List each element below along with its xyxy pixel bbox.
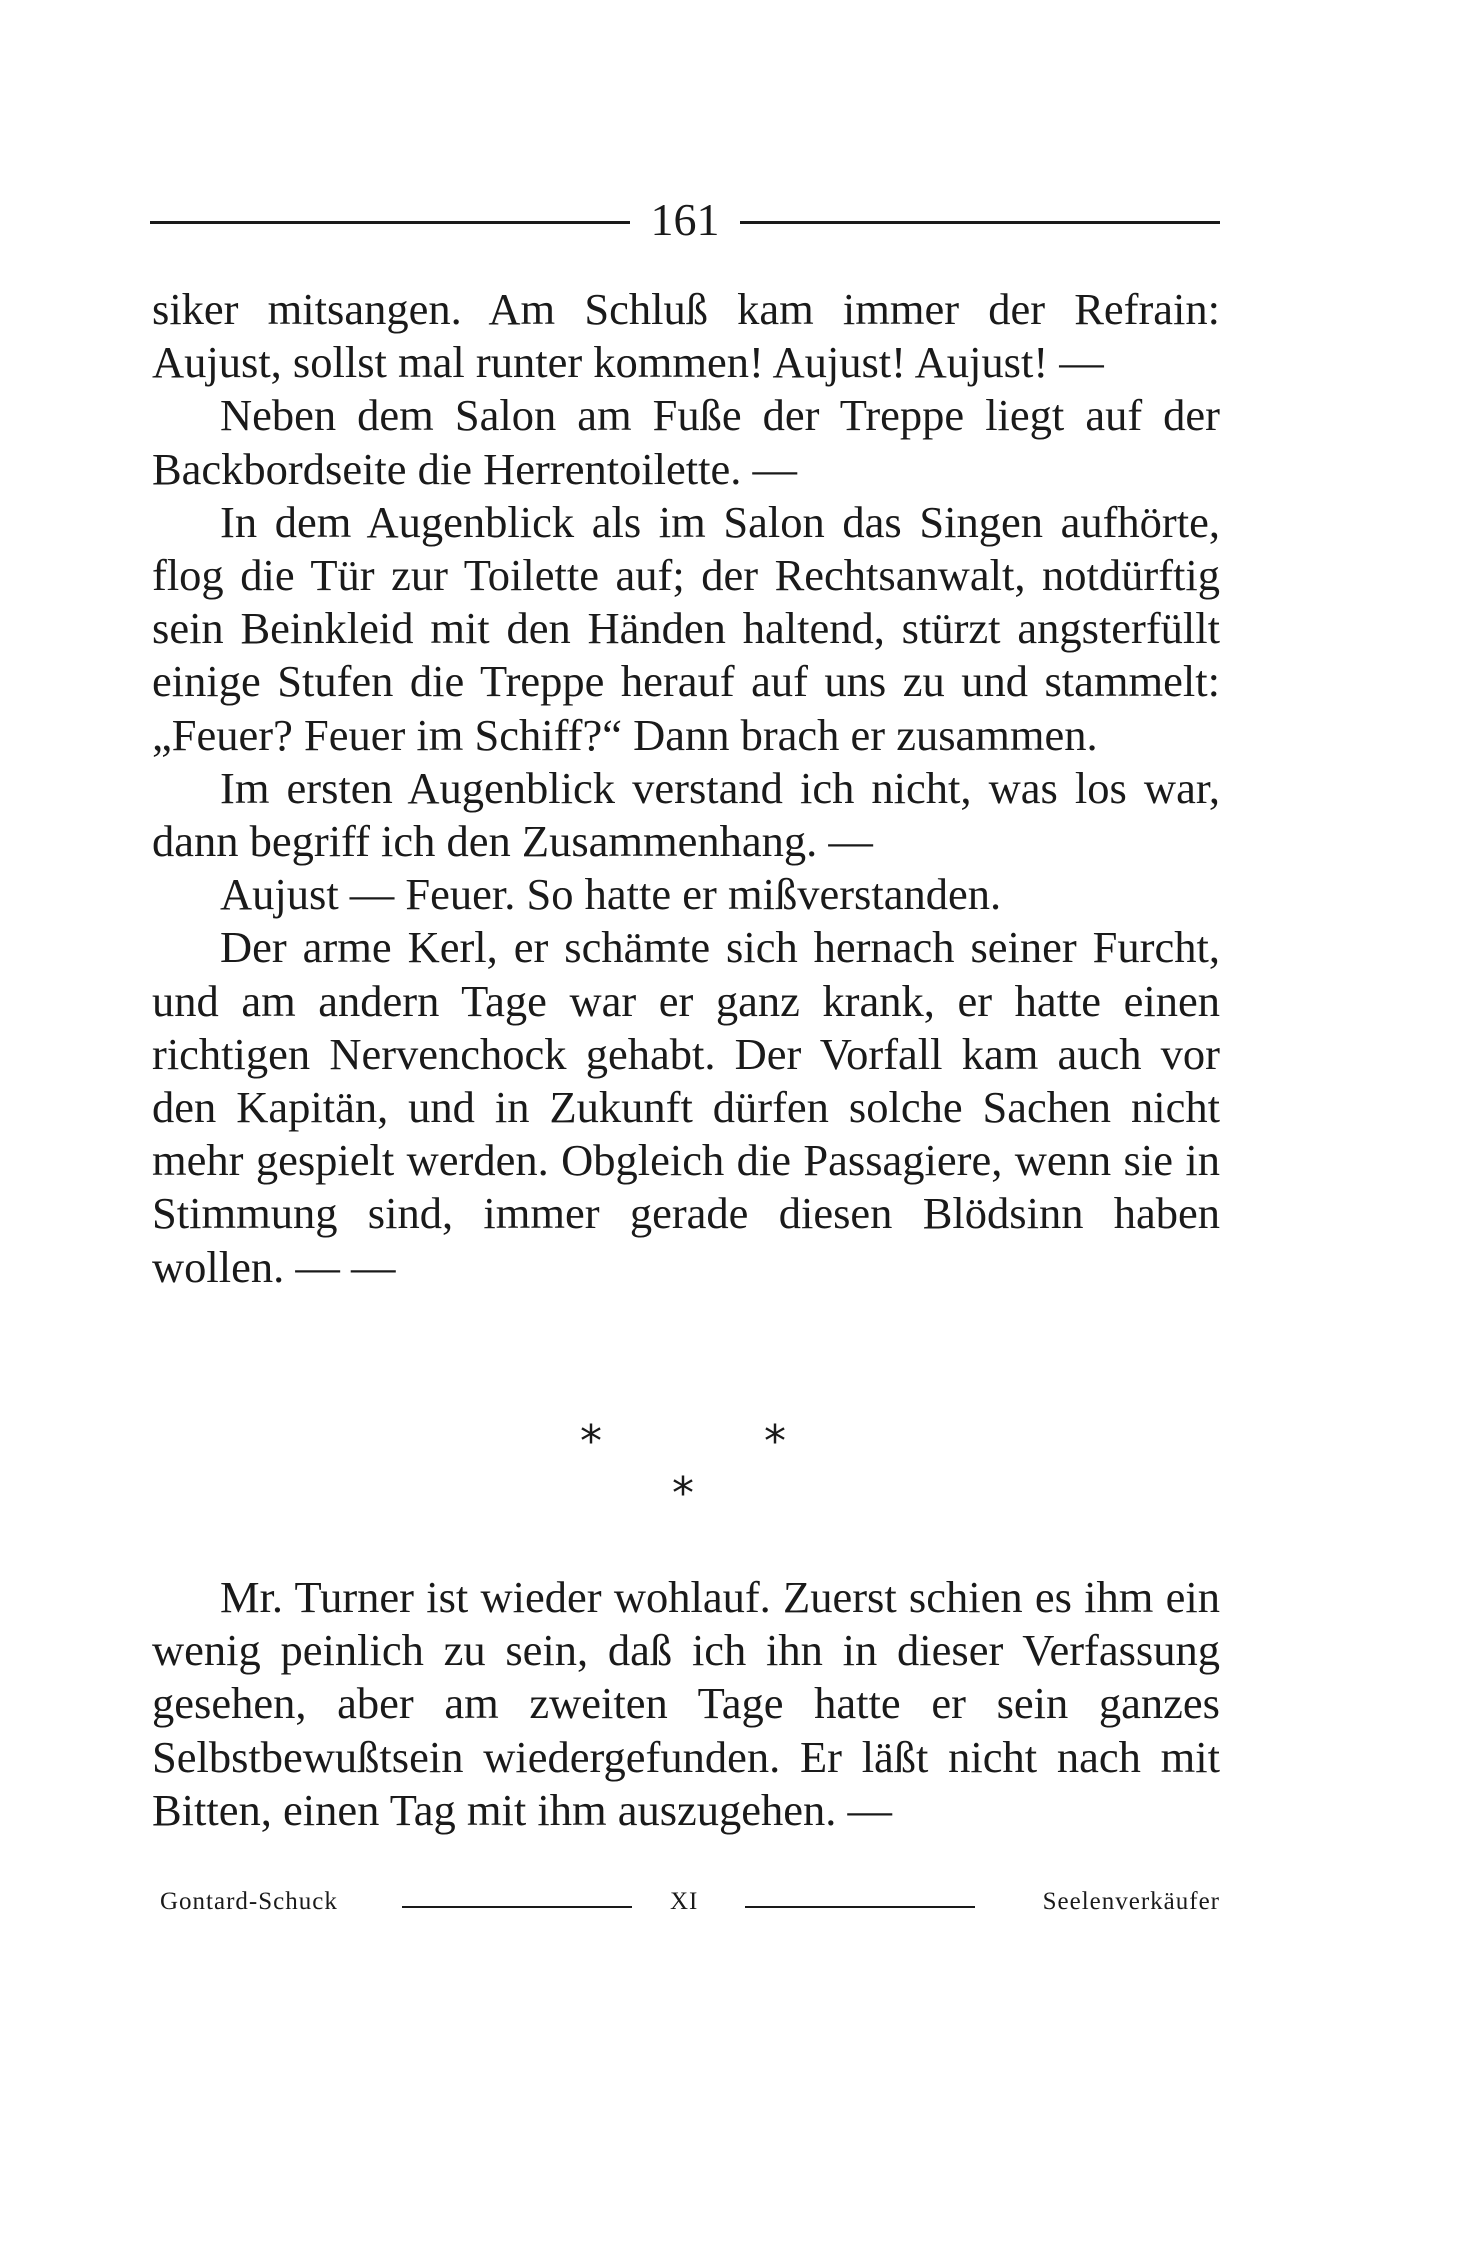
footer-author: Gontard-Schuck bbox=[160, 1888, 338, 1915]
paragraph: Im ersten Augenblick verstand ich nicht, was los war, dann begriff ich den Zusammenhang. — bbox=[152, 762, 1220, 867]
paragraph: In dem Augenblick als im Salon das Singen aufhörte, flog die Tür zur Toilette auf; der Rechtsanwalt, notdürftig sein Beinkleid mit den Händen haltend, stürzt angsterfüllt einige Stufen die Treppe herauf auf uns zu und stammelt: „Feuer? Feuer im Schiff?“ Dann brach er zusammen. bbox=[152, 496, 1220, 760]
footer-title: Seelenverkäufer bbox=[1042, 1888, 1220, 1915]
paragraph: Der arme Kerl, er schämte sich hernach seiner Furcht, und am andern Tage war er ganz krank, er hatte einen richtigen Nervenchock gehabt. Der Vorfall kam auch vor den Kapitän, und in Zukunft dürfen solche Sachen nicht mehr gespielt werden. Obgleich die Passagiere, wenn sie in Stimmung sind, immer gerade diesen Blödsinn haben wollen. — — bbox=[152, 922, 1220, 1292]
footer-signature-mark: XI bbox=[670, 1888, 699, 1915]
body-text-section-2 bbox=[152, 1571, 1220, 1837]
page-footer bbox=[160, 1880, 1220, 1924]
paragraph: Neben dem Salon am Fuße der Treppe liegt auf der Backbordseite die Herrentoilette. — bbox=[152, 390, 1220, 494]
header-rule-left bbox=[150, 221, 630, 224]
section-separator bbox=[0, 1416, 1461, 1540]
page-number: 161 bbox=[650, 194, 720, 245]
page-header bbox=[150, 190, 1220, 250]
body-text-section-1 bbox=[152, 283, 1220, 1294]
footer-rule bbox=[402, 1906, 632, 1908]
paragraph: Mr. Turner ist wieder wohlauf. Zuerst schien es ihm ein wenig peinlich zu sein, daß ich ihn in dieser Verfassung gesehen, aber am zweiten Tage hatte er sein ganzes Selbstbewußtsein wiedergefunden. Er läßt nicht nach mit Bitten, einen Tag mit ihm auszugehen. — bbox=[152, 1572, 1220, 1835]
separator-star: * bbox=[764, 1416, 786, 1467]
footer-rule bbox=[745, 1906, 975, 1908]
separator-star: * bbox=[580, 1416, 602, 1467]
paragraph: siker mitsangen. Am Schluß kam immer der Refrain: Aujust, sollst mal runter kommen! Aujust! Aujust! — bbox=[152, 284, 1220, 388]
separator-star: * bbox=[672, 1468, 694, 1519]
paragraph: Aujust — Feuer. So hatte er mißverstanden. bbox=[220, 869, 1002, 920]
header-rule-right bbox=[740, 221, 1220, 224]
